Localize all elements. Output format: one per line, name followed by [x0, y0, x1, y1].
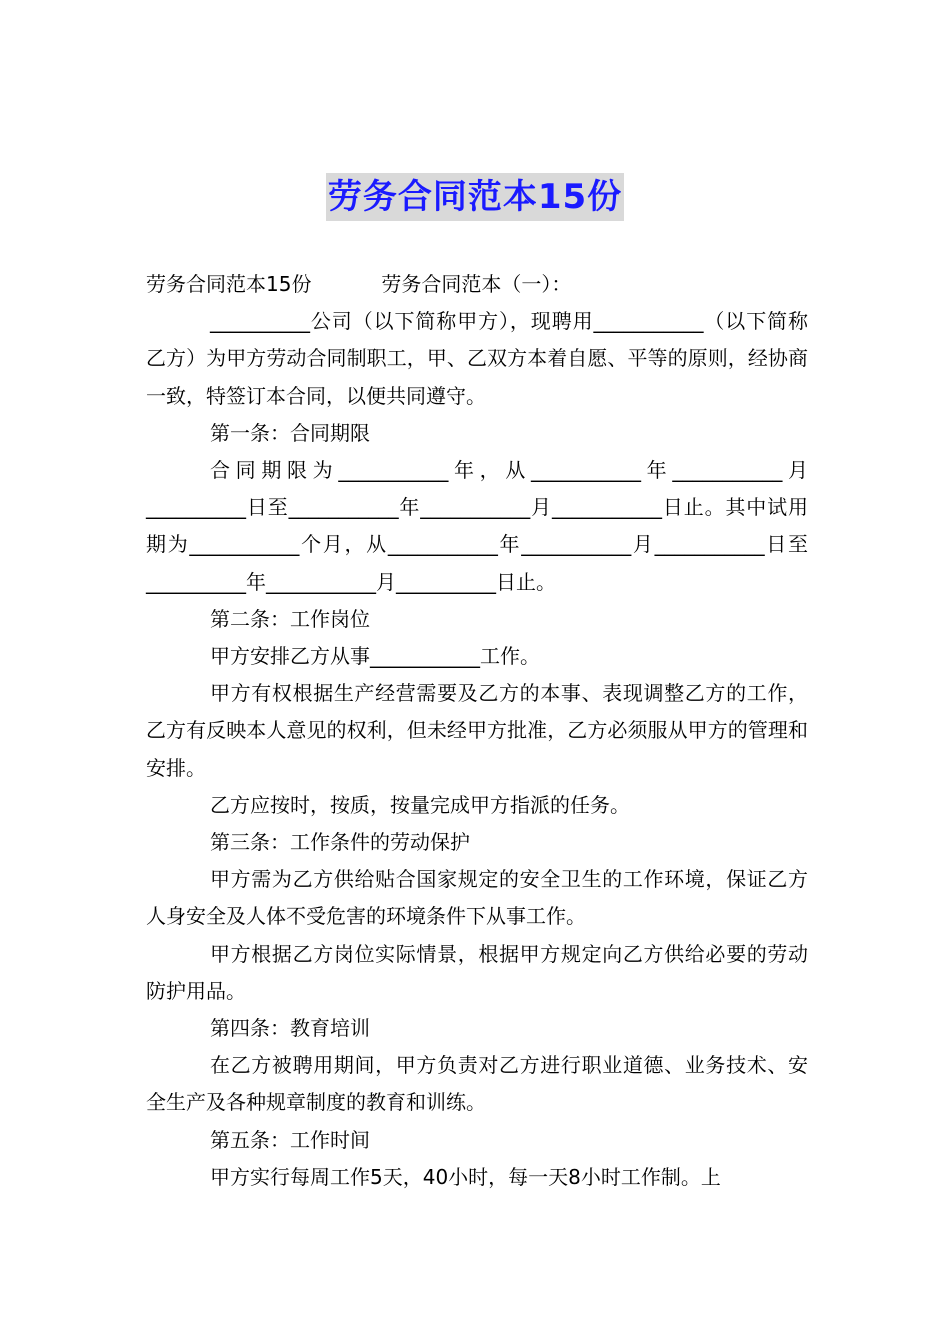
- title-container: [0, 173, 950, 221]
- article-1-heading: 第一条：合同期限: [210, 420, 370, 445]
- article-5-heading: 第五条：工作时间: [210, 1127, 370, 1152]
- intro-line: 劳务合同范本15份 劳务合同范本（一）：: [146, 272, 572, 296]
- document-title: 劳务合同范本15份: [326, 173, 624, 221]
- article-2-paragraph-3: 乙方应按时，按质，按量完成甲方指派的任务。: [210, 792, 630, 817]
- article-1-paragraph: 合同期限为___________年，从___________年___________月__________日至___________年___________月___________日止。其中试用期为___________个月，从___________年___________月___________日至__________年___________月__________日止。: [146, 458, 808, 594]
- article-3-paragraph-2: 甲方根据乙方岗位实际情景，根据甲方规定向乙方供给必要的劳动防护用品。: [146, 941, 808, 1003]
- article-2-heading: 第二条：工作岗位: [210, 606, 370, 631]
- article-3-paragraph-1: 甲方需为乙方供给贴合国家规定的安全卫生的工作环境，保证乙方人身安全及人体不受危害的环境条件下从事工作。: [146, 867, 808, 929]
- article-4-heading: 第四条：教育培训: [210, 1016, 370, 1041]
- document-body: [146, 266, 808, 1196]
- preamble-paragraph: __________公司（以下简称甲方），现聘用___________（以下简称乙方）为甲方劳动合同制职工，甲、乙双方本着自愿、平等的原则，经协商一致，特签订本合同，以便共同遵守。: [146, 309, 808, 408]
- article-2-paragraph-2: 甲方有权根据生产经营需要及乙方的本事、表现调整乙方的工作，乙方有反映本人意见的权利，但未经甲方批准，乙方必须服从甲方的管理和安排。: [146, 681, 808, 780]
- article-4-paragraph: 在乙方被聘用期间，甲方负责对乙方进行职业道德、业务技术、安全生产及各种规章制度的教育和训练。: [146, 1053, 808, 1115]
- article-5-paragraph: 甲方实行每周工作5天，40小时，每一天8小时工作制。上: [210, 1164, 721, 1189]
- article-2-paragraph-1: 甲方安排乙方从事___________工作。: [210, 644, 540, 669]
- article-3-heading: 第三条：工作条件的劳动保护: [210, 830, 470, 855]
